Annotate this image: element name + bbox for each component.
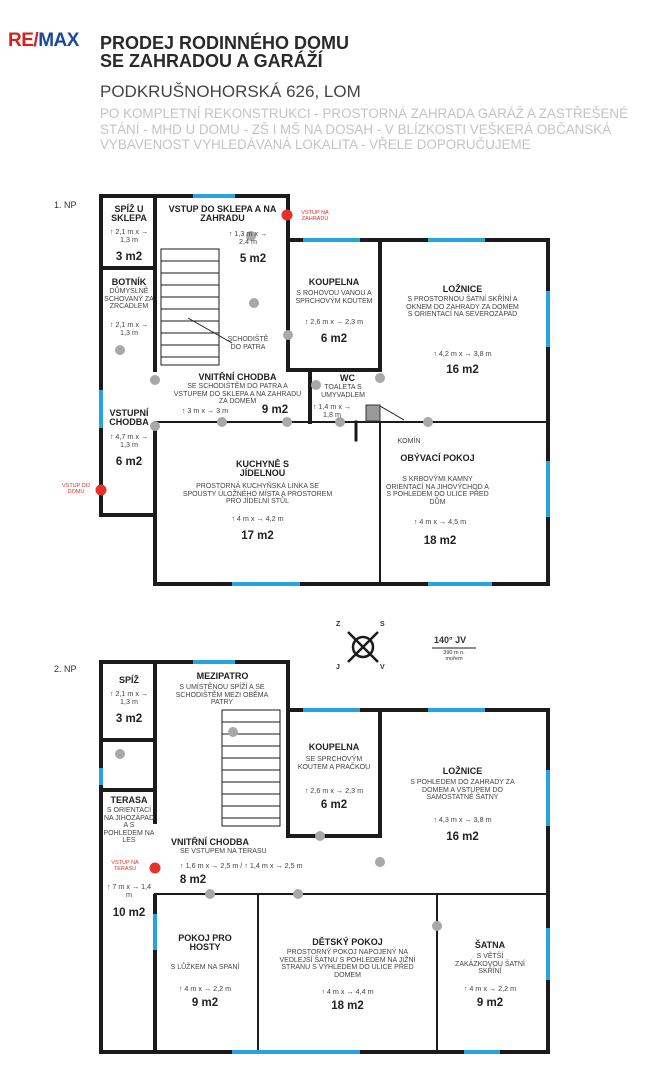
room-dims: ↑ 4 m x → 2,2 m [178,984,232,993]
room-area: 6 m2 [115,456,143,468]
room-desc: S PROSTORNOU ŠATNÍ SKŘÍNÍ A OKNEM DO ZAHRADY ZA DOMEM S ORIENTACÍ NA SEVEROZÁPAD [406,296,519,318]
chimney-label: KOMÍN [397,438,421,445]
room-name: MEZIPATRO [196,671,249,681]
room-desc: SE VSTUPEM NA TERASU [180,848,267,855]
room-desc: S ROHOVOU VANOU A SPRCHOVÝM KOUTEM [295,290,373,305]
room-name: POKOJ PRO HOSTY [178,933,232,952]
room-name: ŠATNA [474,940,506,950]
room-area: 18 m2 [423,535,457,547]
room-dims: ↑ 4,2 m x → 3,8 m [433,349,492,358]
room-name: SPÍŽ U SKLEPA [111,204,147,223]
room-dims: ↑ 2,1 m x → 1,3 m [109,320,149,337]
room-dims: ↑ 7 m x → 1,4 m [106,882,152,899]
room-desc: SE SCHODIŠTĚM DO PATRA A VSTUPEM DO SKLEPA A NA ZAHRADU ZA DOMEM [173,383,302,405]
room-name: VNITŘNÍ CHODBA [198,372,277,382]
room-dims: ↑ 4,7 m x → 1,3 m [109,432,149,449]
description: PO KOMPLETNÍ REKONSTRUKCI - PROSTORNÁ ZAHRADA GARÁŽ A ZASTŘEŠENÉ STÁNÍ - MHD U DOMU - ZŠ I MŠ NA DOSAH - V BLÍZKOSTI VEŠKERÁ OBČANSKÁ VYBAVENOST VYHLEDÁVANÁ LOKALITA - VŘELE DOPORUČUJEME [100,106,629,153]
room-name: WC [340,373,355,383]
room-dims: ↑ 4,3 m x → 3,8 m [433,815,492,824]
entry-marker-house [96,485,107,496]
room-desc: PROSTORNÝ POKOJ NAPOJENÝ NA VEDLEJŠÍ ŠATNU S POHLEDEM NA JIŽNÍ STRANU S VÝHLEDEM DO ULICE PŘED DOMEM [279,949,416,979]
room-name: KOUPELNA [308,742,360,752]
room-name: DĚTSKÝ POKOJ [312,937,383,947]
room-name: VNITŘNÍ CHODBA [171,837,249,847]
room-name: LOŽNICE [442,766,483,776]
room-name: VSTUP DO SKLEPA A NA ZAHRADU [168,204,277,223]
compass-icon [348,632,378,662]
terrace-entry-label: VSTUP NA TERASU [111,860,139,872]
room-dims: ↑ 4 m x → 4,4 m [321,987,374,996]
room-dims: ↑ 1,4 m x → 1,8 m [312,402,352,419]
room-dims: ↑ 1,3 m x → 2,4 m [228,229,268,246]
address: PODKRUŠNOHORSKÁ 626, LOM [100,82,361,101]
room-dims: ↑ 2,1 m x → 1,3 m [109,689,149,706]
f2-stairs [222,710,280,826]
remax-logo: RE/MAX [8,30,79,51]
room-name: VSTUPNÍ CHODBA [109,408,149,427]
room-area: 9 m2 [261,404,289,416]
orientation-angle: 140° JV [434,635,467,645]
title-line-2: SE ZAHRADOU A GARÁŽÍ [100,51,323,71]
room-desc: S VĚTŠÍ ZAKÁZKOVOU ŠATNÍ SKŘÍNÍ [455,953,525,975]
room-area: 6 m2 [320,333,348,345]
room-dims: ↑ 1,6 m x → 2,5 m / ↑ 1,4 m x → 2,5 m [180,861,303,870]
room-dims: ↑ 4 m x → 2,2 m [463,984,517,993]
room-dims: ↑ 2,1 m x → 1,3 m [109,227,149,244]
room-name: TERASA [110,795,148,805]
stairs-label: SCHODIŠTĚ DO PATRA [227,336,269,351]
room-area: 6 m2 [320,799,348,811]
chimney [366,405,380,421]
room-name: LOŽNICE [442,284,483,294]
house-entry-label: VSTUP DO DOMU [61,483,90,495]
entry-marker-terrace [150,863,161,874]
room-dims: ↑ 2,6 m x → 2,3 m [304,317,364,326]
room-name: KUCHYNĚ S JÍDELNOU [235,459,289,478]
altitude: 390 m n. mořem [443,650,465,662]
room-area: 9 m2 [191,997,219,1009]
compass-v: V [380,664,385,671]
room-area: 3 m2 [115,713,143,725]
room-area: 10 m2 [112,907,146,919]
room-desc: S LŮŽKEM NA SPANÍ [170,964,240,971]
room-dims: ↑ 3 m x → 3 m [181,406,229,415]
room-desc: DŮMYSLNĚ SCHOVANÝ ZA ZRCADLEM [104,288,154,310]
room-name: BOTNÍK [111,277,147,287]
compass-z: Z [336,621,341,628]
room-desc: S ORIENTACÍ NA JIHOZÁPAD A S POHLEDEM NA LES [103,807,155,844]
room-area: 8 m2 [179,874,207,886]
entry-marker-garden [282,210,293,221]
garden-entry-label: VSTUP NA ZAHRADU [301,210,329,222]
room-area: 16 m2 [446,364,479,376]
room-desc: S KRBOVÝMI KAMNY ORIENTACÍ NA JIHOVÝCHOD A S POHLEDEM DO ULICE PŘED DŮM [386,476,489,506]
room-name: OBÝVACÍ POKOJ [400,453,475,463]
room-name: KOUPELNA [308,277,360,287]
floor2-label: 2. NP [54,664,77,674]
room-dims: ↑ 4 m x → 4,2 m [231,514,284,523]
room-name: SPÍŽ [118,675,139,685]
title-line-1: PRODEJ RODINNÉHO DOMU [100,33,350,53]
room-desc: SE SPRCHOVÝM KOUTEM A PRAČKOU [297,756,371,771]
compass-j: J [336,664,340,671]
compass-s: S [380,621,385,628]
room-area: 3 m2 [115,251,143,263]
floor1-label: 1. NP [54,200,77,210]
room-desc: PROSTORNÁ KUCHYŇSKÁ LINKA SE SPOUSTY ÚLOŽNÉHO MÍSTA A PROSTOREM PRO JÍDELNÍ STŮL [182,483,333,505]
room-desc: TOALETA S UMYVADLEM [321,384,365,399]
room-area: 18 m2 [331,1000,364,1012]
room-area: 9 m2 [476,997,504,1009]
room-area: 17 m2 [241,530,274,542]
room-desc: S UMÍSTĚNOU SPÍŽÍ A SE SCHODIŠTĚM MEZI OBĚMA PATRY [175,684,269,706]
room-dims: ↑ 2,6 m x → 2,3 m [304,786,364,795]
room-area: 16 m2 [446,831,479,843]
room-dims: ↑ 4 m x → 4,5 m [413,517,467,526]
room-area: 5 m2 [239,253,267,265]
room-desc: S POHLEDEM DO ZAHRADY ZA DOMEM A VSTUPEM DO SAMOSTATNÉ ŠATNY [410,779,515,801]
